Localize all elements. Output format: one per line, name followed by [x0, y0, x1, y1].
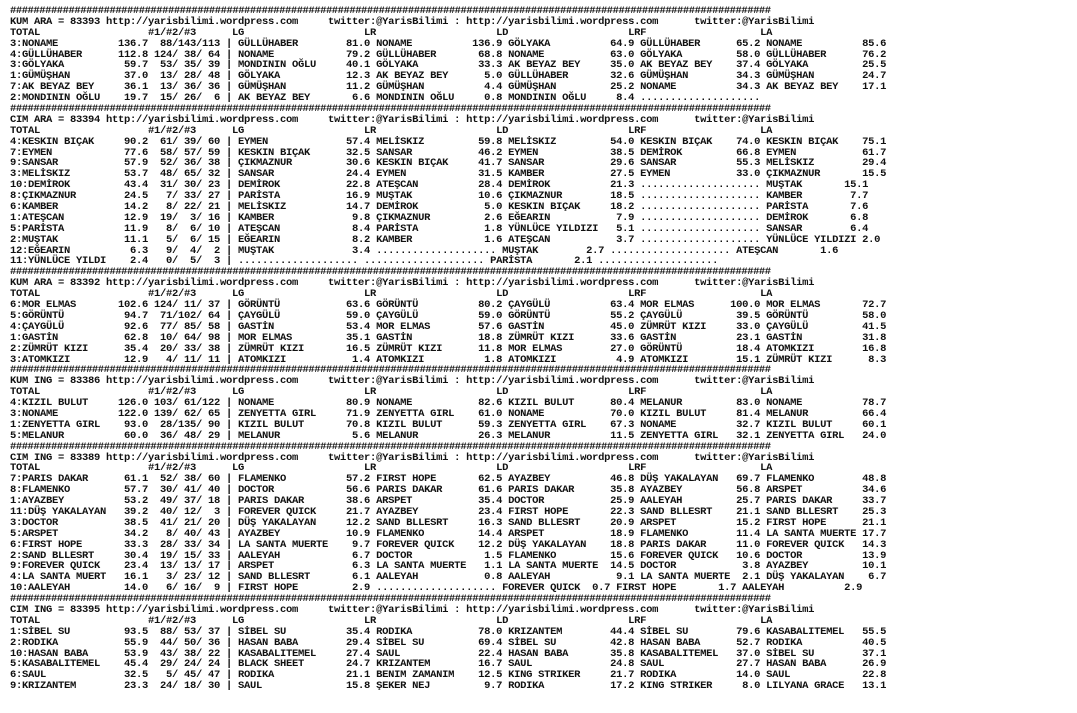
result-row: 5:MELANUR 60.0 36/ 48/ 29 | MELANUR 5.6 MELANUR 26.3 MELANUR 11.5 ZENYETTA GIRL 32.1 ZENYETTA GIRL 24.0 — [10, 429, 887, 442]
result-row: 1:GÜMÜŞHAN 37.0 13/ 28/ 48 | GÖLYAKA 12.3 AK BEYAZ BEY 5.0 GÜLLÜHABER 32.6 GÜMÜŞHAN 34.3 GÜMÜŞHAN 24.7 — [10, 70, 887, 83]
result-row: 10:HASAN BABA 53.9 43/ 38/ 22 | KASABALITEMEL 27.4 SAUL 22.4 HASAN BABA 35.8 KASABALITEMEL 37.0 SİBEL SU 37.1 — [10, 647, 887, 660]
result-row: 9:KRIZANTEM 23.3 24/ 18/ 30 | SAUL 15.8 ŞEKER NEJ 9.7 RODIKA 17.2 KING STRIKER 8.0 LILYANA GRACE 13.1 — [10, 680, 887, 693]
result-row: 3:DOCTOR 38.5 41/ 21/ 20 | DÜŞ YAKALAYAN 12.2 SAND BLLESRT 16.3 SAND BLLESRT 20.9 ARSPET 15.2 FIRST HOPE 21.1 — [10, 516, 887, 529]
result-row: 1:SİBEL SU 93.5 88/ 53/ 37 | SİBEL SU 35.4 RODIKA 78.0 KRIZANTEM 44.4 SİBEL SU 79.6 KASABALITEMEL 55.5 — [10, 625, 887, 638]
result-row: 3:ATOMKIZI 12.9 4/ 11/ 11 | ATOMKIZI 1.4 ATOMKIZI 1.8 ATOMKIZI 4.9 ATOMKIZI 15.1 ZÜMRÜT KIZI 8.3 — [10, 353, 887, 366]
separator-line: ################################################################################################################################## — [10, 593, 771, 606]
result-row: 5:GÖRÜNTÜ 94.7 71/102/ 64 | ÇAYGÜLÜ 59.0 ÇAYGÜLÜ 59.0 GÖRÜNTÜ 55.2 ÇAYGÜLÜ 39.5 GÖRÜNTÜ 58.0 — [10, 309, 887, 322]
column-header-line: TOTAL #1/#2/#3 LG LR LD LRF LA — [10, 26, 773, 39]
result-row: 1:AYAZBEY 53.2 49/ 37/ 18 | PARIS DAKAR 38.6 ARSPET 35.4 DOCTOR 25.9 AALEYAH 25.7 PARIS DAKAR 33.7 — [10, 495, 887, 508]
result-row: 7:PARIS DAKAR 61.1 52/ 38/ 60 | FLAMENKO 57.2 FIRST HOPE 62.5 AYAZBEY 46.8 DÜŞ YAKALAYAN 69.7 FLAMENKO 48.8 — [10, 473, 887, 486]
race-header-line: KUM ARA = 83392 http://yarisbilimi.wordpress.com twitter:@YarisBilimi : http://yarisbilimi.wordpress.com twitter:@YarisBilimi — [10, 277, 815, 290]
result-row: 2:MUŞTAK 11.1 5/ 6/ 15 | EĞEARIN 8.2 KAMBER 1.6 ATEŞCAN 3.7 .................... YÜNLÜCE YILDIZI 2.0 — [10, 233, 881, 246]
result-row: 2:MONDININ OĞLU 19.7 15/ 26/ 6 | AK BEYAZ BEY 6.6 MONDININ OĞLU 0.8 MONDININ OĞLU 8.4 .................... — [10, 92, 761, 105]
result-row: 4:KESKIN BIÇAK 90.2 61/ 39/ 60 | EYMEN 57.4 MELİSKIZ 59.8 MELİSKIZ 54.0 KESKIN BIÇAK 74.0 KESKIN BIÇAK 75.1 — [10, 135, 887, 148]
separator-line: ################################################################################################################################## — [10, 266, 771, 279]
column-header-line: TOTAL #1/#2/#3 LG LR LD LRF LA — [10, 386, 773, 399]
column-header-line: TOTAL #1/#2/#3 LG LR LD LRF LA — [10, 462, 773, 475]
results-document — [10, 6, 886, 692]
result-row: 4:GÜLLÜHABER 112.8 124/ 38/ 64 | NONAME 79.2 GÜLLÜHABER 68.8 NONAME 63.0 GÖLYAKA 58.0 GÜLLÜHABER 76.2 — [10, 48, 887, 61]
result-row: 3:NONAME 136.7 88/143/113 | GÜLLÜHABER 81.0 NONAME 136.9 GÖLYAKA 64.9 GÜLLÜHABER 65.2 NONAME 85.6 — [10, 37, 887, 50]
result-row: 12:EĞEARIN 6.3 9/ 4/ 2 | MUŞTAK 3.4 .................... MUŞTAK 2.7 .................... ATEŞCAN 1.6 — [10, 244, 839, 257]
result-row: 3:NONAME 122.0 139/ 62/ 65 | ZENYETTA GIRL 71.9 ZENYETTA GIRL 61.0 NONAME 70.0 KIZIL BULUT 81.4 MELANUR 66.4 — [10, 407, 887, 420]
result-row: 9:SANSAR 57.9 52/ 36/ 38 | ÇIKMAZNUR 30.6 KESKIN BIÇAK 41.7 SANSAR 29.6 SANSAR 55.3 MELİSKIZ 29.4 — [10, 157, 887, 170]
result-row: 9:FOREVER QUICK 23.4 13/ 13/ 17 | ARSPET 6.3 LA SANTA MUERTE 1.1 LA SANTA MUERTE 14.5 DOCTOR 3.8 AYAZBEY 10.1 — [10, 560, 887, 573]
result-row: 2:RODIKA 55.9 44/ 50/ 36 | HASAN BABA 29.4 SİBEL SU 69.4 SİBEL SU 42.8 HASAN BABA 52.7 RODIKA 40.5 — [10, 636, 887, 649]
result-row: 10:AALEYAH 14.0 6/ 16/ 9 | FIRST HOPE 2.9 .................... FOREVER QUICK 0.7 FIRST HOPE 1.7 AALEYAH 2.9 — [10, 582, 863, 595]
result-row: 6:MOR ELMAS 102.6 124/ 11/ 37 | GÖRÜNTÜ 63.6 GÖRÜNTÜ 80.2 ÇAYGÜLÜ 63.4 MOR ELMAS 100.0 MOR ELMAS 72.7 — [10, 299, 887, 312]
separator-line: ################################################################################################################################## — [10, 440, 771, 453]
result-row: 6:KAMBER 14.2 8/ 22/ 21 | MELİSKIZ 14.7 DEMİROK 5.0 KESKIN BIÇAK 18.2 .................... PARİSTA 7.6 — [10, 201, 869, 214]
result-row: 2:ZÜMRÜT KIZI 35.4 20/ 33/ 38 | ZÜMRÜT KIZI 16.5 ZÜMRÜT KIZI 11.8 MOR ELMAS 27.0 GÖRÜNTÜ 18.4 ATOMKIZI 16.8 — [10, 342, 887, 355]
result-row: 4:ÇAYGÜLÜ 92.6 77/ 85/ 58 | GASTİN 53.4 MOR ELMAS 57.6 GASTİN 45.0 ZÜMRÜT KIZI 33.0 ÇAYGÜLÜ 41.5 — [10, 320, 887, 333]
race-header-line: KUM ARA = 83393 http://yarisbilimi.wordpress.com twitter:@YarisBilimi : http://yarisbilimi.wordpress.com twitter:@YarisBilimi — [10, 15, 815, 28]
result-row: 2:SAND BLLESRT 30.4 19/ 15/ 33 | AALEYAH 6.7 DOCTOR 1.5 FLAMENKO 15.6 FOREVER QUICK 10.6 DOCTOR 13.9 — [10, 549, 887, 562]
column-header-line: TOTAL #1/#2/#3 LG LR LD LRF LA — [10, 614, 773, 627]
column-header-line: TOTAL #1/#2/#3 LG LR LD LRF LA — [10, 124, 773, 137]
race-header-line: CIM ING = 83395 http://yarisbilimi.wordpress.com twitter:@YarisBilimi : http://yarisbilimi.wordpress.com twitter:@YarisBilimi — [10, 603, 815, 616]
result-row: 11:YÜNLÜCE YILDI 2.4 0/ 5/ 3 | .................... .................... PARİSTA 2.1 .................... — [10, 255, 719, 268]
separator-line: ################################################################################################################################## — [10, 103, 771, 116]
result-row: 8:FLAMENKO 57.7 30/ 41/ 40 | DOCTOR 56.6 PARIS DAKAR 61.6 PARIS DAKAR 35.8 AYAZBEY 56.8 ARSPET 34.6 — [10, 484, 887, 497]
result-row: 6:FIRST HOPE 33.3 28/ 33/ 34 | LA SANTA MUERTE 9.7 FOREVER QUICK 12.2 DÜŞ YAKALAYAN 18.8 PARIS DAKAR 11.0 FOREVER QUICK 14.3 — [10, 538, 887, 551]
race-header-line: CIM ARA = 83394 http://yarisbilimi.wordpress.com twitter:@YarisBilimi : http://yarisbilimi.wordpress.com twitter:@YarisBilimi — [10, 113, 815, 126]
result-row: 8:ÇIKMAZNUR 24.5 7/ 33/ 27 | PARİSTA 16.9 MUŞTAK 10.6 ÇIKMAZNUR 18.5 .................... KAMBER 7.7 — [10, 190, 869, 203]
result-row: 6:SAUL 32.5 5/ 45/ 47 | RODIKA 21.1 BENIM ZAMANIM 12.5 KING STRIKER 21.7 RODIKA 14.0 SAUL 22.8 — [10, 669, 887, 682]
result-row: 1:ATEŞCAN 12.9 19/ 3/ 16 | KAMBER 9.8 ÇIKMAZNUR 2.6 EĞEARIN 7.9 .................... DEMİROK 6.8 — [10, 211, 869, 224]
result-row: 1:ZENYETTA GIRL 93.0 28/135/ 90 | KIZIL BULUT 70.8 KIZIL BULUT 59.3 ZENYETTA GIRL 67.3 NONAME 32.7 KIZIL BULUT 60.1 — [10, 418, 887, 431]
result-row: 4:LA SANTA MUERT 16.1 3/ 23/ 12 | SAND BLLESRT 6.1 AALEYAH 0.8 AALEYAH 9.1 LA SANTA MUERTE 2.1 DÜŞ YAKALAYAN 6.7 — [10, 571, 887, 584]
result-row: 10:DEMİROK 43.4 31/ 30/ 23 | DEMİROK 22.8 ATEŞCAN 28.4 DEMİROK 21.3 .................... MUŞTAK 15.1 — [10, 179, 869, 192]
result-row: 3:GÖLYAKA 59.7 53/ 35/ 39 | MONDININ OĞLU 40.1 GÖLYAKA 33.3 AK BEYAZ BEY 35.0 AK BEYAZ BEY 37.4 GÖLYAKA 25.5 — [10, 59, 887, 72]
result-row: 3:MELİSKIZ 53.7 48/ 65/ 32 | SANSAR 24.4 EYMEN 31.5 KAMBER 27.5 EYMEN 33.0 ÇIKMAZNUR 15.5 — [10, 168, 887, 181]
result-row: 5:KASABALITEMEL 45.4 29/ 24/ 24 | BLACK SHEET 24.7 KRIZANTEM 16.7 SAUL 24.8 SAUL 27.7 HASAN BABA 26.9 — [10, 658, 887, 671]
race-header-line: KUM ING = 83386 http://yarisbilimi.wordpress.com twitter:@YarisBilimi : http://yarisbilimi.wordpress.com twitter:@YarisBilimi — [10, 375, 815, 388]
result-row: 7:EYMEN 77.6 58/ 57/ 59 | KESKIN BIÇAK 32.5 SANSAR 46.2 EYMEN 38.5 DEMİROK 66.8 EYMEN 61.7 — [10, 146, 887, 159]
race-header-line: CIM ING = 83389 http://yarisbilimi.wordpress.com twitter:@YarisBilimi : http://yarisbilimi.wordpress.com twitter:@YarisBilimi — [10, 451, 815, 464]
result-row: 11:DÜŞ YAKALAYAN 39.2 40/ 12/ 3 | FOREVER QUICK 21.7 AYAZBEY 23.4 FIRST HOPE 22.3 SAND BLLESRT 21.1 SAND BLLESRT 25.3 — [10, 505, 887, 518]
separator-line: ################################################################################################################################## — [10, 5, 771, 17]
result-row: 5:PARİSTA 11.9 8/ 6/ 10 | ATEŞCAN 8.4 PARİSTA 1.8 YÜNLÜCE YILDIZI 5.1 .................... SANSAR 6.4 — [10, 222, 869, 235]
result-row: 5:ARSPET 34.2 8/ 40/ 43 | AYAZBEY 10.9 FLAMENKO 14.4 ARSPET 18.9 FLAMENKO 11.4 LA SANTA MUERTE 17.7 — [10, 527, 887, 540]
result-row: 7:AK BEYAZ BEY 36.1 13/ 36/ 36 | GÜMÜŞHAN 11.2 GÜMÜŞHAN 4.4 GÜMÜŞHAN 25.2 NONAME 34.3 AK BEYAZ BEY 17.1 — [10, 81, 887, 94]
separator-line: ################################################################################################################################## — [10, 364, 771, 377]
result-row: 1:GASTİN 62.8 10/ 64/ 98 | MOR ELMAS 35.1 GASTİN 18.8 ZÜMRÜT KIZI 33.6 GASTİN 23.1 GASTİN 31.8 — [10, 331, 887, 344]
column-header-line: TOTAL #1/#2/#3 LG LR LD LRF LA — [10, 288, 773, 301]
result-row: 4:KIZIL BULUT 126.0 103/ 61/122 | NONAME 80.9 NONAME 82.6 KIZIL BULUT 80.4 MELANUR 83.0 NONAME 78.7 — [10, 397, 887, 410]
